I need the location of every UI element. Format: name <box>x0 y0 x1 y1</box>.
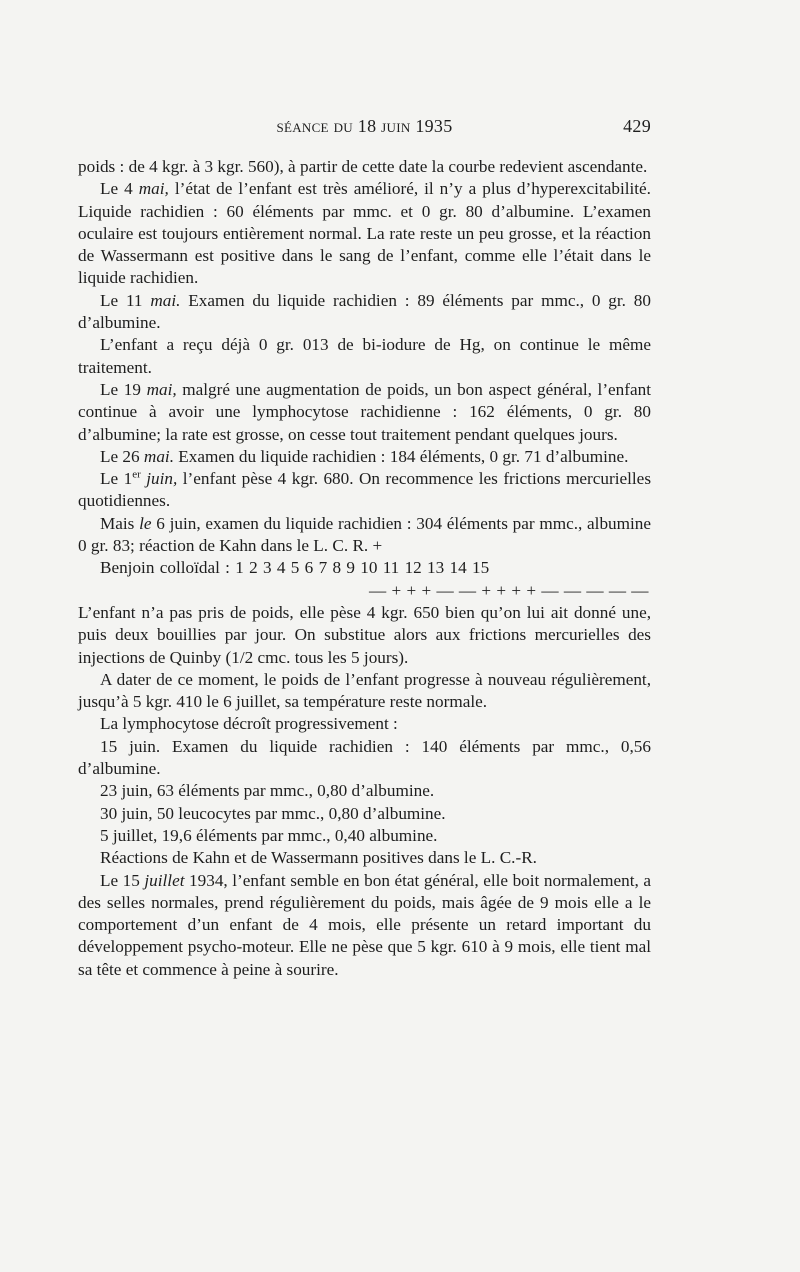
text-span: l’état de l’enfant est très amélioré, il n’y a plus d’hyperexcitabilité. Liquide rachidien : 60 éléments par mmc. et 0 gr. 80 d’albumine. L’examen oculaire est toujours entièrement normal. La rate reste un peu grosse, et la réaction de Wassermann est positive dans le sang de l’enfant, comme elle l’était dans le liquide rachidien. <box>78 179 651 288</box>
text-span: Le 26 <box>100 446 144 466</box>
paragraph-17 <box>78 870 651 981</box>
text-span: Le 1 <box>100 469 133 489</box>
paragraph-7 <box>78 468 651 513</box>
paragraph-1: poids : de 4 kgr. à 3 kgr. 560), à partir de cette date la courbe redevient ascendante. <box>78 157 648 176</box>
text-span: Le 15 <box>100 870 145 890</box>
text-span: l’enfant pèse 4 kgr. 680. On recommence les frictions mercurielles quotidiennes. <box>78 469 652 511</box>
paragraph-15: 5 juillet, 19,6 éléments par mmc., 0,40 albumine. <box>100 825 438 845</box>
benjoin-line: Benjoin colloïdal : 1 2 3 4 5 6 7 8 9 10 11 12 13 14 15 <box>100 558 490 578</box>
emphasis: juillet <box>144 870 185 890</box>
paragraph-10: A dater de ce moment, le poids de l’enfant progresse à nouveau régulièrement, jusqu’à 5 kgr. 410 le 6 juillet, sa température reste normale. <box>78 669 651 712</box>
emphasis: mai, <box>138 179 169 199</box>
text-span: Examen du liquide rachidien : 89 éléments par mmc., 0 gr. 80 d’albumine. <box>78 290 651 333</box>
text-span: Le 4 <box>100 179 139 199</box>
page-number: 429 <box>623 116 651 136</box>
paragraph-12: 15 juin. Examen du liquide rachidien : 140 éléments par mmc., 0,56 d’albumine. <box>78 736 651 779</box>
paragraph-3 <box>78 290 651 335</box>
text-span: Le 19 <box>100 379 147 399</box>
emphasis: mai. <box>143 446 174 466</box>
paragraph-13: 23 juin, 63 éléments par mmc., 0,80 d’albumine. <box>100 781 435 801</box>
emphasis: mai, <box>146 379 177 399</box>
emphasis: juin, <box>146 469 178 489</box>
text-span: malgré une augmentation de poids, un bon aspect général, l’enfant continue à avoir une lymphocytose rachidienne : 162 éléments, 0 gr. 80 d’albumine; la rate est grosse, on cesse tout traitement pendant quelques jours. <box>78 379 651 444</box>
text-span: Examen du liquide rachidien : 184 éléments, 0 gr. 71 d’albumine. <box>174 446 629 466</box>
benjoin-signs: — + + + — — + + + + — — — — — <box>368 580 649 600</box>
paragraph-11: La lymphocytose décroît progressivement : <box>100 714 398 734</box>
running-title: séance du 18 juin 1935 <box>276 116 453 136</box>
text-span: 6 juin, examen du liquide rachidien : 304 éléments par mmc., albumine 0 gr. 83; réaction de Kahn dans le L. C. R. + <box>78 513 652 556</box>
text-span: Le 11 <box>100 290 151 310</box>
paragraph-2 <box>78 178 651 289</box>
emphasis: le <box>139 513 152 533</box>
superscript: er <box>132 468 141 481</box>
text-span: Mais <box>100 513 140 533</box>
paragraph-8 <box>78 513 651 558</box>
text-span: 1934, l’enfant semble en bon état général, elle boit normalement, a des selles normales, prend régulièrement du poids, mais âgée de 9 mois elle a le comportement d’un enfant de 4 mois, elle présente un retard important du développement psycho-moteur. Elle ne pèse que 5 kgr. 610 à 9 mois, elle tient mal sa tête et commence à peine à sourire. <box>78 870 651 979</box>
paragraph-5 <box>78 379 651 446</box>
running-header <box>78 116 651 142</box>
paragraph-9: L’enfant n’a pas pris de poids, elle pèse 4 kgr. 650 bien qu’on lui ait donné une, puis deux bouillies par jour. On substitue alors aux frictions mercurielles des injections de Quinby (1/2 cmc. tous les 5 jours). <box>78 602 651 667</box>
paragraph-4: L’enfant a reçu déjà 0 gr. 013 de bi-iodure de Hg, on continue le même traitement. <box>78 335 651 377</box>
emphasis: mai. <box>150 290 181 310</box>
page-body <box>78 156 651 981</box>
paragraph-6 <box>78 446 651 468</box>
paragraph-14: 30 juin, 50 leucocytes par mmc., 0,80 d’albumine. <box>100 803 446 823</box>
paragraph-16: Réactions de Kahn et de Wassermann positives dans le L. C.-R. <box>100 848 537 868</box>
